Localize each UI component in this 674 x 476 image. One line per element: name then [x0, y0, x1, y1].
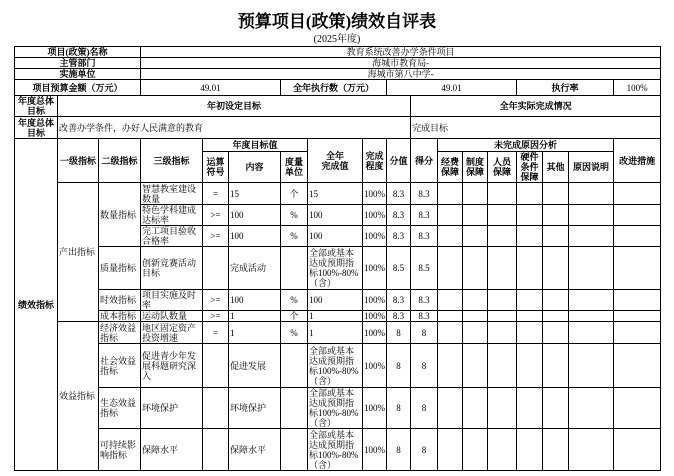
- level2-quantity: 数量指标: [99, 183, 141, 247]
- indicator-unit: %: [281, 290, 308, 311]
- improvement-cell: [614, 429, 661, 471]
- indicator-score: 8.3: [411, 183, 438, 205]
- header-other: 其他: [543, 152, 569, 183]
- reason-system-cell: [463, 344, 488, 388]
- header-hardware: 硬件条件保障: [517, 152, 543, 183]
- reason-other-cell: [543, 247, 569, 290]
- indicator-degree: 100%: [363, 322, 387, 344]
- actual-goal-header: 全年实际完成情况: [411, 96, 661, 117]
- reason-other-cell: [543, 388, 569, 429]
- indicator-operator: >=: [203, 226, 229, 247]
- budget-row: [15, 80, 661, 96]
- reason-system-cell: [463, 322, 488, 344]
- level1-benefit: 效益指标: [58, 322, 99, 471]
- indicator-unit: [281, 388, 308, 429]
- header-improvement: 改进措施: [614, 139, 661, 183]
- header-actual: 全年 完成值: [308, 139, 363, 183]
- indicator-unit: %: [281, 205, 308, 226]
- indicator-header-row: [15, 139, 661, 152]
- goals-label: 年度总体目标: [15, 96, 58, 117]
- performance-indicators-label: 绩效指标: [15, 139, 58, 471]
- indicator-unit: [281, 429, 308, 471]
- indicator-metric: 智慧教室建设数量: [141, 183, 203, 205]
- reason-system-cell: [463, 429, 488, 471]
- header-system: 制度保障: [463, 152, 488, 183]
- indicator-degree: 100%: [363, 290, 387, 311]
- indicator-degree: 100%: [364, 311, 385, 321]
- indicator-operator: =: [203, 183, 229, 205]
- indicator-target: 1: [229, 322, 281, 344]
- reason-hardware-cell: [517, 183, 543, 205]
- reason-staff-cell: [488, 226, 517, 247]
- indicator-unit: [281, 344, 308, 388]
- indicator-metric: 项目实施及时率: [141, 290, 203, 311]
- header-level3: 三级指标: [141, 139, 203, 183]
- reason-other-cell: [543, 344, 569, 388]
- executed-value: 49.01: [387, 80, 517, 96]
- header-unit: 度量单位: [281, 152, 308, 183]
- indicator-metric: 促进青少年发展科题研究深入: [141, 344, 203, 388]
- unit-label: 实施单位: [15, 69, 141, 80]
- header-degree: 完成程度: [363, 139, 387, 183]
- indicator-actual: 15: [308, 183, 363, 205]
- reason-hardware-cell: [517, 322, 543, 344]
- indicator-actual: 全部或基本达成预期指标100%-80%（含）: [308, 344, 363, 388]
- indicator-actual: 100: [308, 205, 363, 226]
- reason-desc-cell: [569, 205, 614, 226]
- indicator-score: 8: [411, 344, 438, 388]
- indicator-target: 环境保护: [229, 388, 281, 429]
- reason-funding-cell: [438, 226, 463, 247]
- header-score: 得分: [411, 139, 438, 183]
- reason-desc-cell: [569, 322, 614, 344]
- indicator-row: [15, 322, 661, 344]
- reason-hardware-cell: [517, 226, 543, 247]
- header-staff: 人员保障: [488, 152, 517, 183]
- improvement-cell: [614, 183, 661, 205]
- indicator-score: 8.5: [411, 247, 438, 290]
- indicator-row: [15, 311, 661, 322]
- indicator-score: 8.3: [411, 205, 438, 226]
- reason-desc-cell: [569, 183, 614, 205]
- reason-funding-cell: [438, 290, 463, 311]
- reason-system-cell: [463, 311, 488, 322]
- indicator-score-max: 8.3: [387, 311, 411, 322]
- reason-hardware-cell: [517, 388, 543, 429]
- header-reason-group: 未完成原因分析: [438, 139, 614, 152]
- header-level1: 一级指标: [58, 139, 99, 183]
- unit-row: [15, 69, 661, 80]
- indicator-metric: 地区固定资产投资增速: [141, 322, 203, 344]
- planned-goal-text: 改善办学条件，办好人民满意的教育: [58, 117, 411, 139]
- indicator-row: [15, 429, 661, 471]
- level2-sustainability: 可持续影响指标: [99, 429, 141, 471]
- indicator-target: 100: [229, 226, 281, 247]
- improvement-cell: [614, 290, 661, 311]
- reason-staff-cell: [488, 344, 517, 388]
- reason-staff-cell: [488, 247, 517, 290]
- indicator-score-max: 8.3: [387, 290, 411, 311]
- indicator-row: [15, 388, 661, 429]
- indicator-score-max: 8: [387, 429, 411, 471]
- reason-system-cell: [463, 205, 488, 226]
- level2-ecological: 生态效益指标: [99, 388, 141, 429]
- reason-hardware-cell: [517, 290, 543, 311]
- indicator-operator: [203, 388, 229, 429]
- improvement-cell: [614, 311, 661, 322]
- reason-system-cell: [463, 290, 488, 311]
- department-label: 主管部门: [15, 58, 141, 69]
- indicator-unit: %: [281, 226, 308, 247]
- reason-staff-cell: [488, 290, 517, 311]
- reason-other-cell: [543, 322, 569, 344]
- indicator-degree: 100%: [363, 205, 387, 226]
- indicator-unit: 个: [281, 183, 308, 205]
- reason-system-cell: [463, 388, 488, 429]
- reason-hardware-cell: [517, 205, 543, 226]
- reason-desc-cell: [569, 290, 614, 311]
- indicator-metric: 保障水平: [141, 429, 203, 471]
- reason-other-cell: [543, 205, 569, 226]
- indicator-score: 8.3: [411, 226, 438, 247]
- reason-staff-cell: [488, 388, 517, 429]
- reason-other-cell: [543, 290, 569, 311]
- executed-label: 全年执行数（万元）: [281, 80, 387, 96]
- level2-social: 社会效益指标: [99, 344, 141, 388]
- indicator-score-max: 8: [387, 344, 411, 388]
- reason-hardware-cell: [517, 247, 543, 290]
- budget-value: 49.01: [141, 80, 281, 96]
- reason-other-cell: [543, 226, 569, 247]
- goals-header-row: [15, 96, 661, 117]
- reason-hardware-cell: [517, 344, 543, 388]
- indicator-row: [15, 183, 661, 205]
- indicator-unit: [281, 247, 308, 290]
- indicator-operator: =: [203, 322, 229, 344]
- indicator-degree: 100%: [363, 226, 387, 247]
- indicator-degree: 100%: [363, 344, 387, 388]
- indicator-degree: 100%: [363, 183, 387, 205]
- indicator-score-max: 8.3: [387, 183, 411, 205]
- indicator-operator: [203, 344, 229, 388]
- reason-system-cell: [463, 226, 488, 247]
- indicator-score: 8: [411, 322, 438, 344]
- indicator-metric: 运动队数量: [141, 311, 203, 322]
- indicator-target: 保障水平: [229, 429, 281, 471]
- planned-goal-header: 年初设定目标: [58, 96, 411, 117]
- indicator-degree: 100%: [363, 429, 387, 471]
- page-title: 预算项目(政策)绩效自评表: [237, 12, 437, 31]
- level1-output: 产出指标: [58, 183, 99, 322]
- indicator-score-max: 8: [387, 388, 411, 429]
- reason-system-cell: [463, 183, 488, 205]
- indicator-score-max: 8.3: [387, 226, 411, 247]
- indicator-score: 8.3: [411, 290, 438, 311]
- reason-funding-cell: [438, 311, 463, 322]
- reason-desc-cell: [569, 344, 614, 388]
- indicator-score-max: 8: [387, 322, 411, 344]
- goals-content-row: [15, 117, 661, 139]
- indicator-actual: 100: [308, 290, 363, 311]
- reason-funding-cell: [438, 205, 463, 226]
- reason-staff-cell: [488, 311, 517, 322]
- reason-hardware-cell: [517, 429, 543, 471]
- reason-system-cell: [463, 247, 488, 290]
- actual-goal-text: 完成目标: [411, 117, 661, 139]
- project-name-value: 教育系统改善办学条件项目: [141, 47, 661, 58]
- reason-funding-cell: [438, 344, 463, 388]
- improvement-cell: [614, 226, 661, 247]
- indicator-actual: 100: [308, 226, 363, 247]
- indicator-target: 100: [229, 205, 281, 226]
- reason-funding-cell: [438, 183, 463, 205]
- indicator-score: 8.3: [411, 311, 438, 322]
- reason-staff-cell: [488, 429, 517, 471]
- indicator-degree: 100%: [363, 388, 387, 429]
- indicator-unit: %: [281, 322, 308, 344]
- indicator-metric: 创新竞赛活动目标: [141, 247, 203, 290]
- level2-timeliness: 时效指标: [99, 290, 141, 311]
- indicator-row: [15, 247, 661, 290]
- reason-desc-cell: [569, 429, 614, 471]
- indicator-operator: >=: [203, 205, 229, 226]
- header-level2: 二级指标: [99, 139, 141, 183]
- reason-funding-cell: [438, 429, 463, 471]
- header-content: 内容: [229, 152, 281, 183]
- header-operator: 运算符号: [203, 152, 229, 183]
- indicator-target: 促进发展: [229, 344, 281, 388]
- indicator-score: 8: [411, 388, 438, 429]
- reason-desc-cell: [569, 226, 614, 247]
- indicator-operator: >=: [203, 290, 229, 311]
- report-year: (2025年度): [313, 34, 361, 45]
- project-name-row: [15, 47, 661, 58]
- level2-cost: 成本指标: [99, 311, 141, 322]
- level2-quality: 质量指标: [99, 247, 141, 290]
- budget-label: 项目预算金额（万元）: [15, 80, 141, 96]
- reason-funding-cell: [438, 388, 463, 429]
- indicator-actual: 全部或基本达成预期指标100%-80%（含）: [308, 388, 363, 429]
- indicator-actual: 全部或基本达成预期指标100%-80%（含）: [308, 429, 363, 471]
- indicator-actual: 1: [308, 311, 363, 322]
- indicator-row: [15, 344, 661, 388]
- improvement-cell: [614, 388, 661, 429]
- indicator-operator: [203, 247, 229, 290]
- project-name-label: 项目(政策)名称: [15, 47, 141, 58]
- indicator-target: 1: [229, 311, 281, 322]
- reason-staff-cell: [488, 205, 517, 226]
- indicator-score: 8: [411, 429, 438, 471]
- evaluation-table: [14, 46, 661, 471]
- rate-label: 执行率: [517, 80, 614, 96]
- unit-value: 海城市第八中学-: [141, 69, 661, 80]
- header-score-max: 分值: [387, 139, 411, 183]
- indicator-target: 完成活动: [229, 247, 281, 290]
- improvement-cell: [614, 322, 661, 344]
- improvement-cell: [614, 247, 661, 290]
- department-value: 海城市教育局-: [141, 58, 661, 69]
- indicator-unit: 个: [281, 311, 308, 322]
- indicator-target: 15: [229, 183, 281, 205]
- indicator-row: [15, 290, 661, 311]
- reason-hardware-cell: [517, 311, 543, 322]
- reason-funding-cell: [438, 247, 463, 290]
- reason-staff-cell: [488, 183, 517, 205]
- reason-desc-cell: [569, 311, 614, 322]
- indicator-operator: >=: [203, 311, 229, 322]
- department-row: [15, 58, 661, 69]
- header-funding: 经费保障: [438, 152, 463, 183]
- level2-economic: 经济效益指标: [99, 322, 141, 344]
- rate-value: 100%: [614, 80, 661, 96]
- reason-other-cell: [543, 183, 569, 205]
- indicator-actual: 全部或基本达成预期指标100%-80%（含）: [308, 247, 363, 290]
- indicator-metric: 环境保护: [141, 388, 203, 429]
- reason-desc-cell: [569, 388, 614, 429]
- indicator-actual: 1: [308, 322, 363, 344]
- indicator-score-max: 8.3: [387, 205, 411, 226]
- improvement-cell: [614, 344, 661, 388]
- reason-staff-cell: [488, 322, 517, 344]
- reason-desc-cell: [569, 247, 614, 290]
- indicator-degree: 100%: [363, 247, 387, 290]
- reason-funding-cell: [438, 322, 463, 344]
- indicator-target: 100: [229, 290, 281, 311]
- indicator-operator: [203, 429, 229, 471]
- indicator-metric: 特色学科建成达标率: [141, 205, 203, 226]
- improvement-cell: [614, 205, 661, 226]
- header-reason-desc: 原因说明: [569, 152, 614, 183]
- indicator-score-max: 8.5: [387, 247, 411, 290]
- header-target-group: 年度目标值: [203, 139, 308, 152]
- goals-label: 年度总体目标: [15, 117, 58, 139]
- reason-other-cell: [543, 311, 569, 322]
- reason-other-cell: [543, 429, 569, 471]
- indicator-metric: 完工项目验收合格率: [141, 226, 203, 247]
